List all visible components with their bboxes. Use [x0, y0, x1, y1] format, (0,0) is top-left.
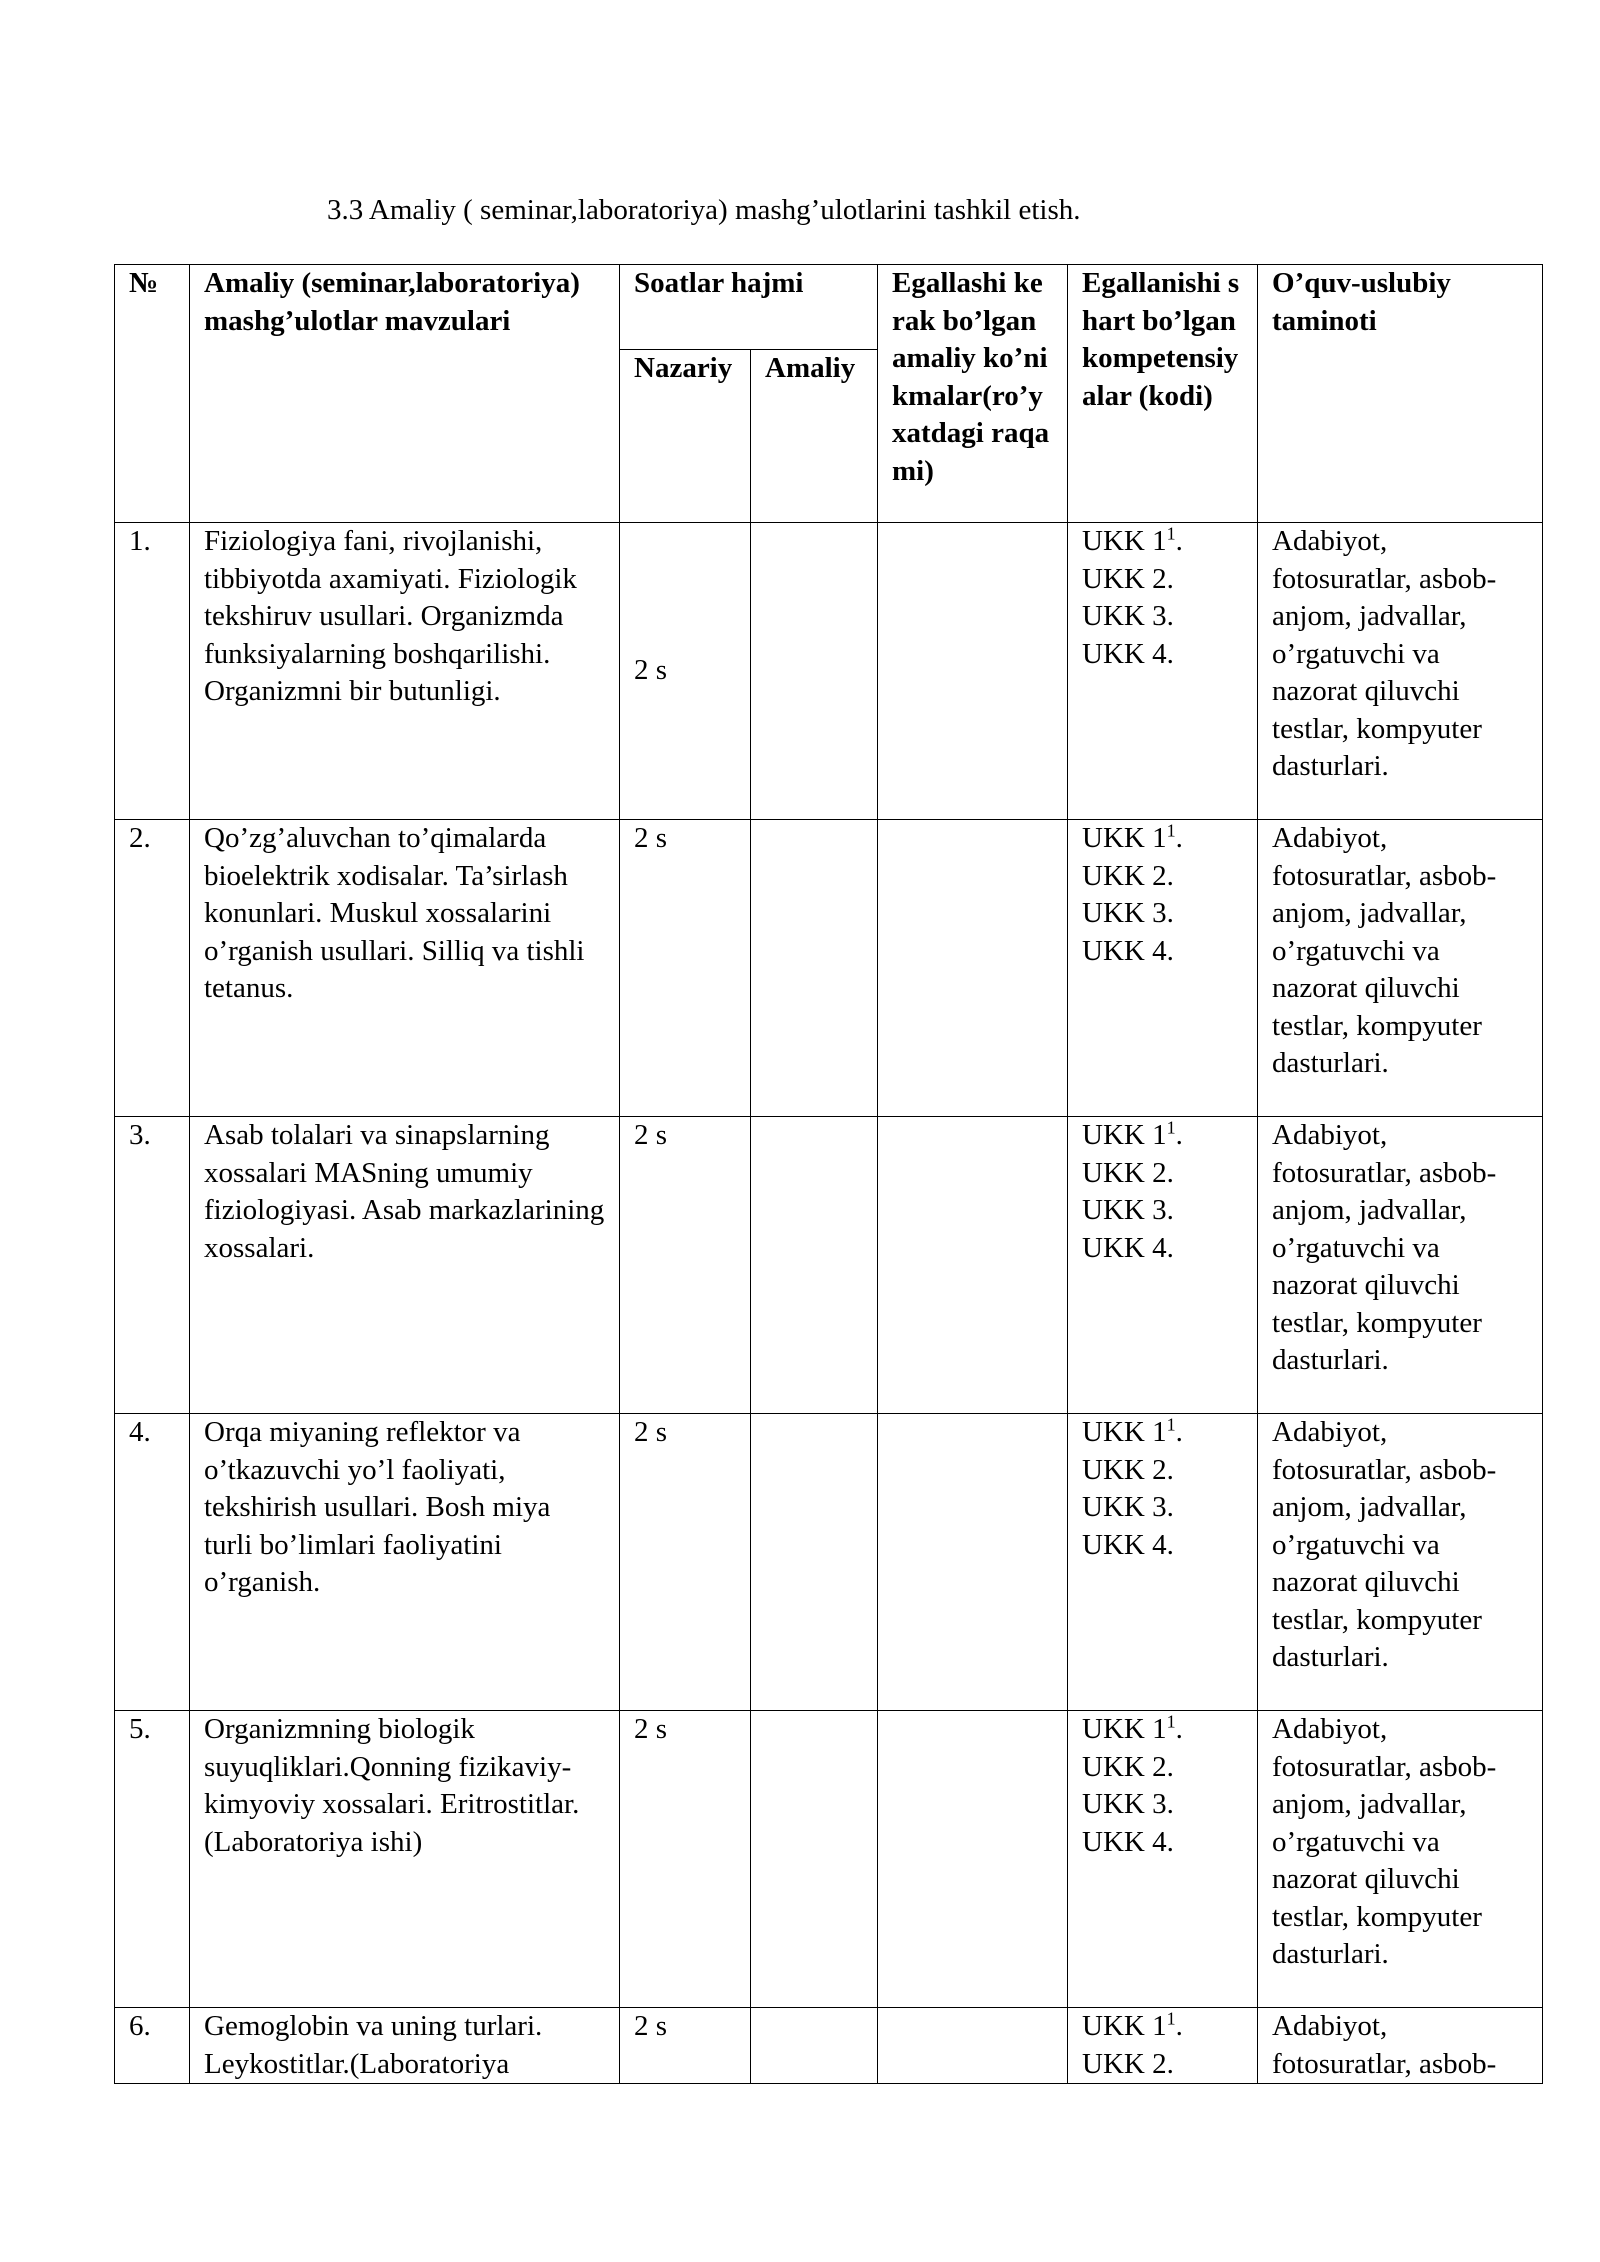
row-resources: Adabiyot, fotosuratlar, asbob-anjom, jadvallar, o’rgatuvchi va nazorat qiluvchi testlar, kompyuter dasturlari.	[1258, 1117, 1543, 1414]
row-resources: Adabiyot, fotosuratlar, asbob-anjom, jadvallar, o’rgatuvchi va nazorat qiluvchi testlar, kompyuter dasturlari.	[1258, 523, 1543, 820]
table-row	[115, 2008, 1543, 2084]
row-competencies	[1068, 2008, 1258, 2084]
row-resources: Adabiyot, fotosuratlar, asbob-anjom, jadvallar, o’rgatuvchi va nazorat qiluvchi testlar, kompyuter dasturlari.	[1258, 1711, 1543, 2008]
competency-code: UKK 4.	[1082, 1231, 1174, 1264]
competency-code: UKK 4.	[1082, 1825, 1174, 1858]
table-row	[115, 1414, 1543, 1711]
theory-hours-value: 2 s	[634, 654, 668, 687]
row-practice-hours	[751, 523, 878, 820]
competency-code: UKK 3.	[1082, 1194, 1174, 1226]
table-row	[115, 1711, 1543, 2008]
competency-code-end: .	[1175, 1416, 1183, 1448]
competency-code: UKK 4.	[1082, 637, 1174, 670]
row-theory-hours	[620, 523, 751, 820]
competency-code: UKK 2.	[1082, 1750, 1174, 1783]
footnote-marker: 1	[1166, 523, 1176, 544]
row-skills	[878, 1414, 1068, 1711]
competency-code: UKK 2.	[1082, 562, 1174, 595]
row-practice-hours	[751, 2008, 878, 2084]
competency-code: UKK 4.	[1082, 934, 1174, 967]
row-topic: Gemoglobin va uning turlari. Leykostitlar.(Laboratoriya	[190, 2008, 620, 2084]
row-competencies	[1068, 1117, 1258, 1414]
row-number: 1.	[115, 523, 190, 820]
row-competencies	[1068, 1711, 1258, 2008]
row-resources: Adabiyot, fotosuratlar, asbob-anjom, jadvallar, o’rgatuvchi va nazorat qiluvchi testlar, kompyuter dasturlari.	[1258, 820, 1543, 1117]
row-practice-hours	[751, 820, 878, 1117]
competency-code-text: UKK 1	[1082, 1119, 1167, 1151]
row-number: 6.	[115, 2008, 190, 2084]
competency-code: UKK 4.	[1082, 1528, 1174, 1561]
row-practice-hours	[751, 1711, 878, 2008]
header-topic: Amaliy (seminar,laboratoriya) mashg’ulotlar mavzulari	[190, 265, 620, 523]
row-skills	[878, 820, 1068, 1117]
section-heading: 3.3 Amaliy ( seminar,laboratoriya) mashg’ulotlarini tashkil etish.	[327, 194, 1081, 226]
row-skills	[878, 1711, 1068, 2008]
header-resources: O’quv-uslubiy taminoti	[1258, 265, 1543, 523]
practical-lessons-table	[114, 264, 1543, 2084]
row-practice-hours	[751, 1117, 878, 1414]
row-number: 4.	[115, 1414, 190, 1711]
row-competencies	[1068, 820, 1258, 1117]
row-topic: Qo’zg’aluvchan to’qimalarda bioelektrik xodisalar. Ta’sirlash konunlari. Muskul xossalarini o’rganish usullari. Silliq va tishli tetanus.	[190, 820, 620, 1117]
competency-code	[1082, 523, 1243, 561]
row-number: 3.	[115, 1117, 190, 1414]
row-competencies	[1068, 523, 1258, 820]
competency-code	[1082, 1711, 1243, 1749]
competency-code: UKK 2.	[1082, 859, 1174, 892]
row-theory-hours: 2 s	[620, 820, 751, 1117]
footnote-marker: 1	[1166, 820, 1176, 841]
competency-code	[1082, 1414, 1243, 1452]
row-skills	[878, 2008, 1068, 2084]
header-competencies: Egallanishi shart bo’lgan kompetensiyalar (kodi)	[1068, 265, 1258, 523]
competency-code	[1082, 820, 1243, 858]
row-topic: Asab tolalari va sinapslarning xossalari MASning umumiy fiziologiyasi. Asab markazlarining xossalari.	[190, 1117, 620, 1414]
competency-code-text: UKK 1	[1082, 2010, 1167, 2042]
competency-code: UKK 2.	[1082, 2047, 1174, 2080]
competency-code-end: .	[1175, 525, 1183, 557]
row-number: 5.	[115, 1711, 190, 2008]
competency-code: UKK 3.	[1082, 1788, 1174, 1820]
row-competencies	[1068, 1414, 1258, 1711]
row-practice-hours	[751, 1414, 878, 1711]
footnote-marker: 1	[1166, 1414, 1176, 1435]
row-topic: Fiziologiya fani, rivojlanishi, tibbiyotda axamiyati. Fiziologik tekshiruv usullari. Organizmda funksiyalarning boshqarilishi. Organizmni bir butunligi.	[190, 523, 620, 820]
header-practice: Amaliy	[751, 350, 878, 523]
competency-code-end: .	[1175, 822, 1183, 854]
competency-code-end: .	[1175, 2010, 1183, 2042]
competency-code-text: UKK 1	[1082, 1713, 1167, 1745]
row-theory-hours: 2 s	[620, 1711, 751, 2008]
row-number: 2.	[115, 820, 190, 1117]
table-header-row	[115, 265, 1543, 350]
competency-code-text: UKK 1	[1082, 822, 1167, 854]
row-resources: Adabiyot, fotosuratlar, asbob-	[1258, 2008, 1543, 2084]
row-theory-hours: 2 s	[620, 2008, 751, 2084]
table-row	[115, 523, 1543, 820]
row-topic: Orqa miyaning reflektor va o’tkazuvchi yo’l faoliyati, tekshirish usullari. Bosh miya turli bo’limlari faoliyatini o’rganish.	[190, 1414, 620, 1711]
competency-code-end: .	[1175, 1713, 1183, 1745]
competency-code: UKK 3.	[1082, 1491, 1174, 1523]
competency-code: UKK 3.	[1082, 897, 1174, 929]
table-row	[115, 1117, 1543, 1414]
header-number: №	[115, 265, 190, 523]
competency-code-end: .	[1175, 1119, 1183, 1151]
competency-code: UKK 2.	[1082, 1156, 1174, 1189]
footnote-marker: 1	[1166, 1117, 1176, 1138]
competency-code-text: UKK 1	[1082, 525, 1167, 557]
footnote-marker: 1	[1166, 1711, 1176, 1732]
header-skills: Egallashi kerak bo’lgan amaliy ko’nikmalar(ro’yxatdagi raqami)	[878, 265, 1068, 523]
row-theory-hours: 2 s	[620, 1117, 751, 1414]
table-row	[115, 820, 1543, 1117]
competency-code	[1082, 1117, 1243, 1155]
row-topic: Organizmning biologik suyuqliklari.Qonning fizikaviy-kimyoviy xossalari. Eritrostitlar.(Laboratoriya ishi)	[190, 1711, 620, 2008]
competency-code: UKK 2.	[1082, 1453, 1174, 1486]
header-hours: Soatlar hajmi	[620, 265, 878, 350]
row-skills	[878, 1117, 1068, 1414]
competency-code-text: UKK 1	[1082, 1416, 1167, 1448]
row-theory-hours: 2 s	[620, 1414, 751, 1711]
competency-code	[1082, 2008, 1243, 2046]
row-resources: Adabiyot, fotosuratlar, asbob-anjom, jadvallar, o’rgatuvchi va nazorat qiluvchi testlar, kompyuter dasturlari.	[1258, 1414, 1543, 1711]
footnote-marker: 1	[1166, 2008, 1176, 2029]
competency-code: UKK 3.	[1082, 600, 1174, 632]
row-skills	[878, 523, 1068, 820]
header-theory: Nazariy	[620, 350, 751, 523]
